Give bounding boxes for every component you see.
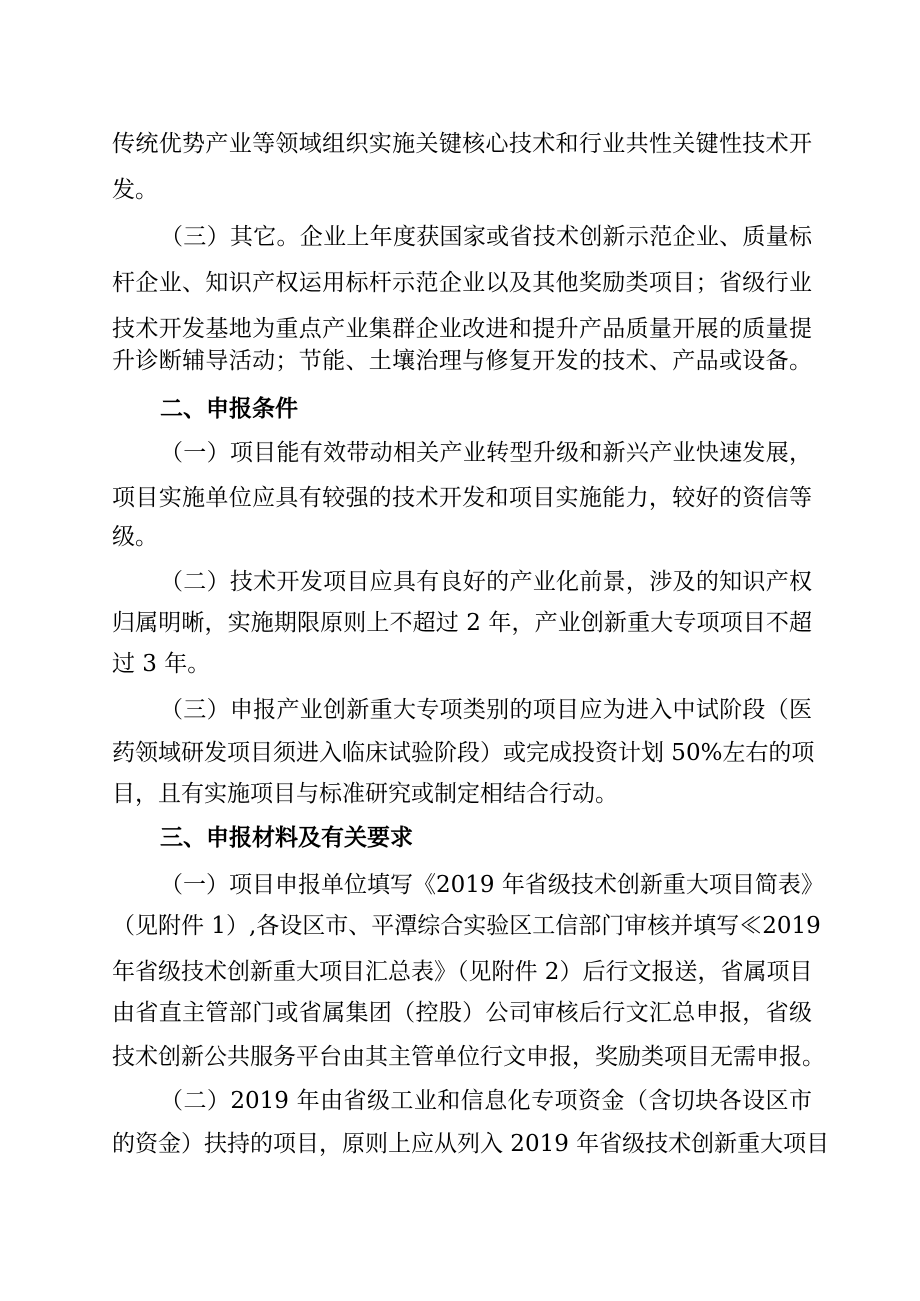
paragraph-line <box>112 482 812 514</box>
line-text: 技术开发基地为重点产业集群企业改进和提升产品质量开展的质量提 <box>112 316 812 342</box>
paragraph-line <box>160 694 812 726</box>
line-text: 的资金）扶持的项目，原则上应从列入 2019 年省级技术创新重大项目 <box>112 1131 830 1157</box>
line-text: 传统优势产业等领域组织实施关键核心技术和行业共性关键性技术开 <box>112 131 812 157</box>
line-text: （一）项目能有效带动相关产业转型升级和新兴产业快速发展， <box>160 440 812 466</box>
paragraph-line <box>160 1085 812 1117</box>
line-text: 升诊断辅导活动；节能、土壤治理与修复开发的技术、产品或设备。 <box>112 348 812 374</box>
line-text: （二）技术开发项目应具有良好的产业化前景，涉及的知识产权 <box>160 569 812 595</box>
paragraph-line <box>112 737 815 769</box>
paragraph-line <box>112 956 812 988</box>
section-heading <box>160 822 413 854</box>
paragraph-line <box>160 566 812 598</box>
paragraph-line <box>112 607 812 639</box>
paragraph-line <box>160 221 812 253</box>
line-text: 归属明晰，实施期限原则上不超过 2 年，产业创新重大专项项目不超 <box>112 610 812 636</box>
paragraph-line <box>112 345 812 377</box>
paragraph-line <box>112 997 812 1029</box>
line-text: 级。 <box>112 524 158 550</box>
line-text: 项目实施单位应具有较强的技术开发和项目实施能力，较好的资信等 <box>112 485 812 511</box>
line-text: 年省级技术创新重大项目汇总表》（见附件 2）后行文报送，省属项目 <box>112 959 813 985</box>
line-text: 由省直主管部门或省属集团（控股）公司审核后行文汇总申报，省级 <box>112 1000 812 1026</box>
line-text: 技术创新公共服务平台由其主管单位行文申报，奖励类项目无需申报。 <box>112 1044 825 1070</box>
paragraph-line <box>112 521 158 553</box>
paragraph-line <box>160 869 824 901</box>
paragraph-line <box>112 910 821 942</box>
line-text: （三）申报产业创新重大专项类别的项目应为进入中试阶段（医 <box>160 697 812 723</box>
line-text: 药领域研发项目须进入临床试验阶段）或完成投资计划 50%左右的项 <box>112 740 815 766</box>
paragraph-line <box>112 267 812 299</box>
line-text: 杆企业、知识产权运用标杆示范企业以及其他奖励类项目；省级行业 <box>112 270 812 296</box>
paragraph-line <box>112 1041 825 1073</box>
paragraph-line <box>112 128 812 160</box>
section-heading <box>160 393 298 425</box>
paragraph-line <box>112 1128 830 1160</box>
line-text: （二）2019 年由省级工业和信息化专项资金（含切块各设区市 <box>160 1088 812 1114</box>
heading-text: 三、申报材料及有关要求 <box>160 825 413 851</box>
line-text: （一）项目申报单位填写《2019 年省级技术创新重大项目简表》 <box>160 872 824 898</box>
paragraph-line <box>112 174 158 206</box>
paragraph-line <box>160 437 812 469</box>
paragraph-line <box>112 648 210 680</box>
paragraph-line <box>112 313 812 345</box>
line-text: 发。 <box>112 177 158 203</box>
line-text: （三）其它。企业上年度获国家或省技术创新示范企业、质量标 <box>160 224 812 250</box>
line-text: （见附件 1）,各设区市、平潭综合实验区工信部门审核并填写≪2019 <box>112 913 821 939</box>
heading-text: 二、申报条件 <box>160 396 298 422</box>
paragraph-line <box>112 778 618 810</box>
line-text: 过 3 年。 <box>112 651 211 677</box>
line-text: 目，且有实施项目与标准研究或制定相结合行动。 <box>112 781 618 807</box>
